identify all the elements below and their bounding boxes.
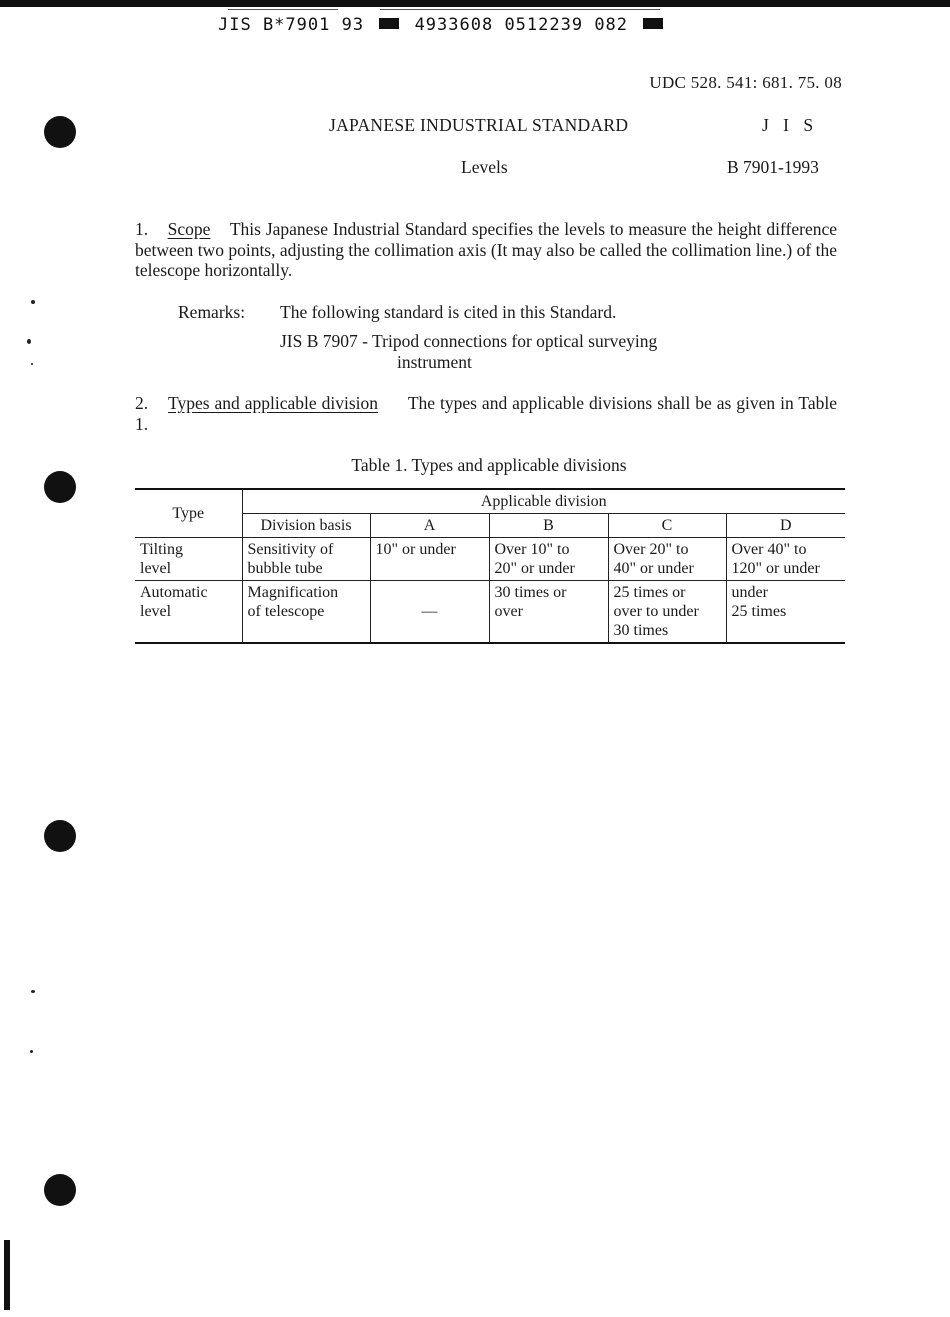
cell-line: 120" or under [731,560,820,577]
table-row [135,538,845,581]
table-row [135,581,845,644]
cell-basis [242,581,370,644]
scan-speck [31,990,35,993]
cell-line: 10" or under [375,541,456,558]
cell-line: 30 times or [494,584,567,601]
section-number: 2. [135,393,149,413]
cell-c [608,538,726,581]
scan-top-border [0,0,950,7]
cell-line: over [494,603,523,620]
cell-line: Over 10" to [494,541,570,558]
cell-line: Tilting [140,541,183,558]
section-heading: Scope [167,219,211,239]
redaction-block [379,18,399,29]
cell-line: 25 times [731,603,787,620]
cell-line: 25 times or [613,584,686,601]
binder-hole [44,820,76,852]
cell-b [489,581,608,644]
cell-line: over to under [613,603,699,620]
cell-d [726,538,845,581]
header-code-part1: JIS B*7901 93 [218,15,365,35]
binder-hole [44,116,76,148]
cell-type [135,538,242,581]
remarks-text: The following standard is cited in this Standard. [280,302,617,322]
cell-c [608,581,726,644]
types-table [135,488,845,644]
jis-mark: J I S [762,115,819,135]
cell-basis [242,538,370,581]
cell-line: level [140,560,172,577]
cited-standard-line2: instrument [397,352,472,372]
cell-line: 30 times [613,622,669,639]
remarks-label: Remarks: [178,302,246,322]
cell-line: bubble tube [247,560,323,577]
redaction-block [643,18,663,29]
table-title: Table 1. Types and applicable divisions [351,455,627,475]
cell-line: of telescope [247,603,325,620]
scan-edge-artifact [4,1240,10,1310]
cell-line: Automatic [140,584,208,601]
cell-line: Over 20" to [613,541,689,558]
section-text: This Japanese Industrial Standard specifies the levels to measure the height difference between two points, adjusting the collimation axis (It may also be called the collimation line.) of the telescope horizontally. [135,219,838,280]
scan-speck [27,339,31,344]
cell-line: 20" or under [494,560,575,577]
header-a: A [370,514,489,538]
section-text: The types and applicable divisions shall be as given in Table 1. [135,393,837,434]
table-header-row [135,514,845,538]
cell-a [370,538,489,581]
cell-b [489,538,608,581]
header-b: B [489,514,608,538]
cell-line: Sensitivity of [247,541,334,558]
standard-title: JAPANESE INDUSTRIAL STANDARD [329,115,629,135]
cell-line: 40" or under [613,560,694,577]
cited-standard-line1: JIS B 7907 - Tripod connections for optical surveying [280,331,658,351]
section-scope [135,219,837,281]
section-types [135,393,837,434]
scan-artifact-line [380,9,660,10]
scan-speck [31,363,33,365]
binder-hole [44,1174,76,1206]
scan-artifact-line [228,9,338,10]
cell-a: — [370,581,489,644]
cell-line: under [731,584,768,601]
cell-line: Over 40" to [731,541,807,558]
cell-line: level [140,603,172,620]
table-header-row [135,489,845,514]
header-c: C [608,514,726,538]
udc-number: UDC 528. 541: 681. 75. 08 [649,73,842,92]
section-number: 1. [135,219,149,239]
header-d: D [726,514,845,538]
header-division-basis: Division basis [242,514,370,538]
header-applicable-division: Applicable division [242,489,845,514]
scan-speck [31,300,35,304]
document-number: B 7901-1993 [727,157,819,177]
header-code [218,15,667,35]
document-title: Levels [461,157,508,177]
cell-line: Magnification [247,584,339,601]
cell-d [726,581,845,644]
header-type: Type [135,489,242,538]
scan-speck [30,1050,33,1053]
header-code-part2: 4933608 0512239 082 [414,15,629,35]
section-heading: Types and applicable division [168,393,379,413]
cell-type [135,581,242,644]
